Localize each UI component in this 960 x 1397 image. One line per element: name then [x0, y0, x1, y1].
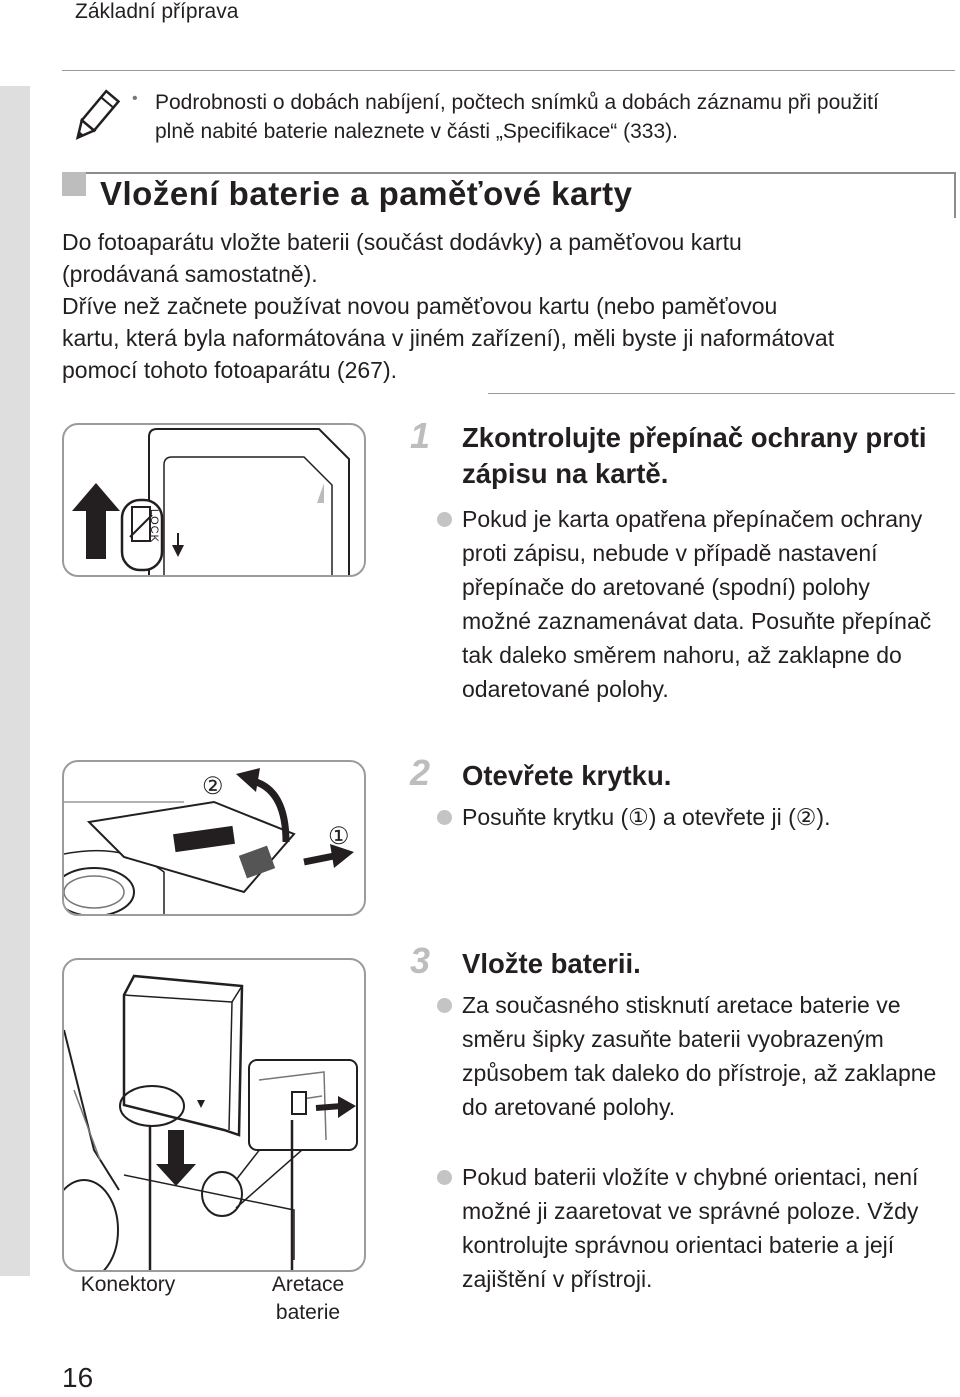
- section-title: Vložení baterie a paměťové karty: [100, 175, 633, 212]
- step-number: 2: [410, 752, 431, 793]
- intro-line: Do fotoaparátu vložte baterii (součást dodávky) a paměťovou kartu: [62, 229, 742, 255]
- intro-line: pomocí tohoto fotoaparátu (267).: [62, 357, 397, 383]
- step-title: Otevřete krytku.: [462, 760, 672, 791]
- step-number: 1: [410, 415, 431, 456]
- step-title: Zkontrolujte přepínač ochrany proti zápisu na kartě.: [462, 422, 927, 489]
- page-margin-bar: [0, 86, 30, 1276]
- connectors-label: Konektory: [80, 1273, 176, 1296]
- running-header: Základní příprava: [75, 0, 239, 23]
- intro-line: kartu, která byla naformátována v jiném zařízení), měli byste ji naformátovat: [62, 325, 835, 351]
- battery-lock-label-line1: Aretace: [271, 1273, 345, 1296]
- step-title: Vložte baterii.: [462, 948, 641, 979]
- step-text: Pokud je karta opatřena přepínačem ochrany proti zápisu, nebude v případě nastavení přepínače do aretované (spodní) polohy možné zaznamenávat data. Posuňte přepínač tak daleko směrem nahoru, až zaklapne do odaretované polohy.: [462, 506, 932, 702]
- note-bullet: •: [132, 90, 138, 107]
- section-marker: [62, 172, 86, 196]
- step-text: Posuňte krytku (①) a otevřete ji (②).: [462, 804, 831, 830]
- battery-insert-illustration: [62, 958, 366, 1272]
- page-number: 16: [62, 1362, 94, 1393]
- bullet: [437, 512, 452, 527]
- bullet: [437, 1170, 452, 1185]
- bullet: [437, 998, 452, 1013]
- step-text: Pokud baterii vložíte v chybné orientaci, není možné ji zaaretovat ve správné poloze. Vždy kontrolujte správnou orientaci baterie a její zajištění v přístroji.: [462, 1164, 919, 1292]
- card-lock-illustration: [62, 423, 366, 577]
- marker-1: ①: [328, 823, 350, 850]
- pencil-icon: [70, 88, 120, 146]
- intro-line: (prodávaná samostatně).: [62, 261, 318, 287]
- step-text: Za současného stisknutí aretace baterie ve směru šipky zasuňte baterii vyobrazeným způsobem tak daleko do přístroje, až zaklapne do aretované polohy.: [462, 992, 937, 1120]
- divider: [62, 70, 955, 71]
- battery-lock-label-line2: baterie: [275, 1301, 341, 1324]
- intro-line: Dříve než začnete používat novou paměťovou kartu (nebo paměťovou: [62, 293, 778, 319]
- lock-label: LOCK: [148, 509, 160, 543]
- marker-2: ②: [202, 773, 224, 800]
- step-number: 3: [410, 940, 431, 981]
- note-text: Podrobnosti o dobách nabíjení, počtech snímků a dobách záznamu při použití plně nabité baterie naleznete v části „Specifikace“ (333).: [155, 91, 879, 143]
- cover-open-illustration: [62, 760, 366, 916]
- divider: [488, 393, 955, 394]
- bullet: [437, 810, 452, 825]
